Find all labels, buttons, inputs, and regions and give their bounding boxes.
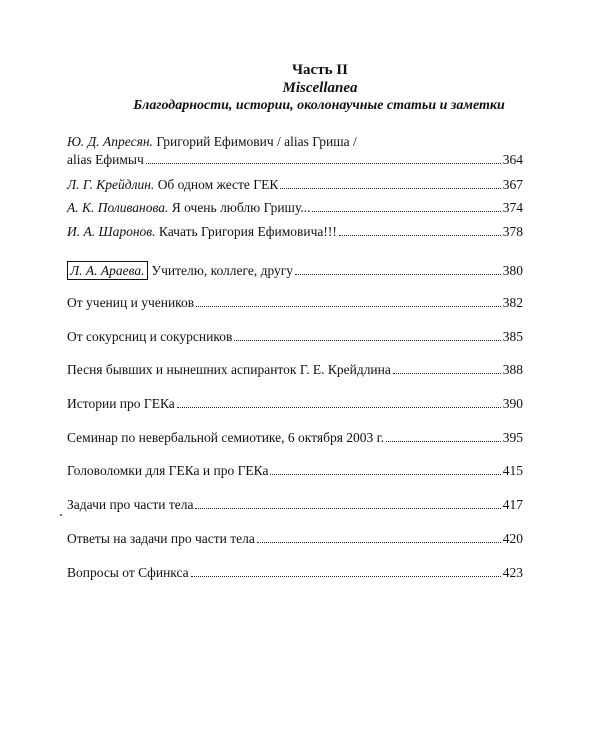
toc-entry-polivanova xyxy=(67,199,523,216)
page-number: 364 xyxy=(502,152,523,167)
toc-entry-araeva xyxy=(67,261,523,280)
toc-entry-puzzles xyxy=(67,462,523,479)
entry-title: Об одном жесте ГЕК xyxy=(157,177,279,192)
entry-title-part1: Григорий Ефимович / alias Гриша / xyxy=(156,134,357,149)
page-number: 417 xyxy=(502,497,523,512)
page-number: 388 xyxy=(502,362,523,377)
page-number: 390 xyxy=(502,396,523,411)
page-number: 380 xyxy=(502,263,523,278)
dot-leader xyxy=(270,474,500,475)
dot-leader xyxy=(295,274,501,275)
dot-leader xyxy=(339,235,501,236)
entry-title: Вопросы от Сфинкса xyxy=(67,565,189,580)
dot-leader xyxy=(177,407,501,408)
section-subtitle: Благодарности, истории, околонаучные статьи и заметки xyxy=(133,98,505,113)
toc-entry-body-answers xyxy=(67,530,523,547)
dot-leader xyxy=(234,340,500,341)
entry-author-boxed: Л. А. Араева. xyxy=(67,261,148,280)
toc-entry-classmates xyxy=(67,328,523,345)
page-number: 374 xyxy=(502,200,523,215)
page-number: 367 xyxy=(502,177,523,192)
entry-title: Песня бывших и нынешних аспиранток Г. Е. Крейдлина xyxy=(67,362,391,377)
entry-author: Л. Г. Крейдлин. xyxy=(67,177,155,192)
toc-entry-apresyan xyxy=(67,151,523,168)
entry-author: А. К. Поливанова. xyxy=(67,200,169,215)
section-header xyxy=(0,62,600,115)
toc-entry-apresyan-line1 xyxy=(67,133,357,150)
dot-leader xyxy=(195,508,500,509)
toc-entry-seminar xyxy=(67,429,523,446)
entry-title: Ответы на задачи про части тела xyxy=(67,531,255,546)
entry-title: От сокурсниц и сокурсников xyxy=(67,329,233,344)
toc-entry-kreidlin xyxy=(67,176,523,193)
toc-entry-body-tasks xyxy=(67,496,523,513)
part-label: Часть II xyxy=(292,62,348,78)
page-number: 378 xyxy=(502,224,523,239)
toc-entry-sharonov xyxy=(67,223,523,240)
entry-author: И. А. Шаронов. xyxy=(67,224,156,239)
page-number: 415 xyxy=(502,463,523,478)
toc-entry-stories xyxy=(67,395,523,412)
dot-leader xyxy=(312,211,500,212)
entry-title: Учителю, коллеге, другу xyxy=(151,263,294,278)
scan-speck xyxy=(60,514,62,516)
toc-entry-song xyxy=(67,361,523,378)
toc-entry-sphinx xyxy=(67,564,523,581)
entry-title: Истории про ГЕКа xyxy=(67,396,175,411)
section-title: Miscellanea xyxy=(282,80,358,96)
dot-leader xyxy=(386,441,501,442)
entry-title: Я очень люблю Гришу... xyxy=(171,200,311,215)
page-number: 420 xyxy=(502,531,523,546)
dot-leader xyxy=(257,542,501,543)
dot-leader xyxy=(146,163,501,164)
toc-entry-students xyxy=(67,294,523,311)
dot-leader xyxy=(393,373,501,374)
entry-title: Качать Григория Ефимовича!!! xyxy=(158,224,337,239)
entry-title: Семинар по невербальной семиотике, 6 октября 2003 г. xyxy=(67,430,385,445)
dot-leader xyxy=(191,576,501,577)
dot-leader xyxy=(196,306,501,307)
page-number: 382 xyxy=(502,295,523,310)
entry-author: Ю. Д. Апресян. xyxy=(67,134,153,149)
page-number: 395 xyxy=(502,430,523,445)
page-number: 385 xyxy=(502,329,523,344)
entry-title: Головоломки для ГЕКа и про ГЕКа xyxy=(67,463,269,478)
dot-leader xyxy=(280,188,500,189)
entry-title: От учениц и учеников xyxy=(67,295,195,310)
entry-title: Задачи про части тела xyxy=(67,497,194,512)
page-number: 423 xyxy=(502,565,523,580)
entry-title-part2: alias Ефимыч xyxy=(67,152,144,167)
